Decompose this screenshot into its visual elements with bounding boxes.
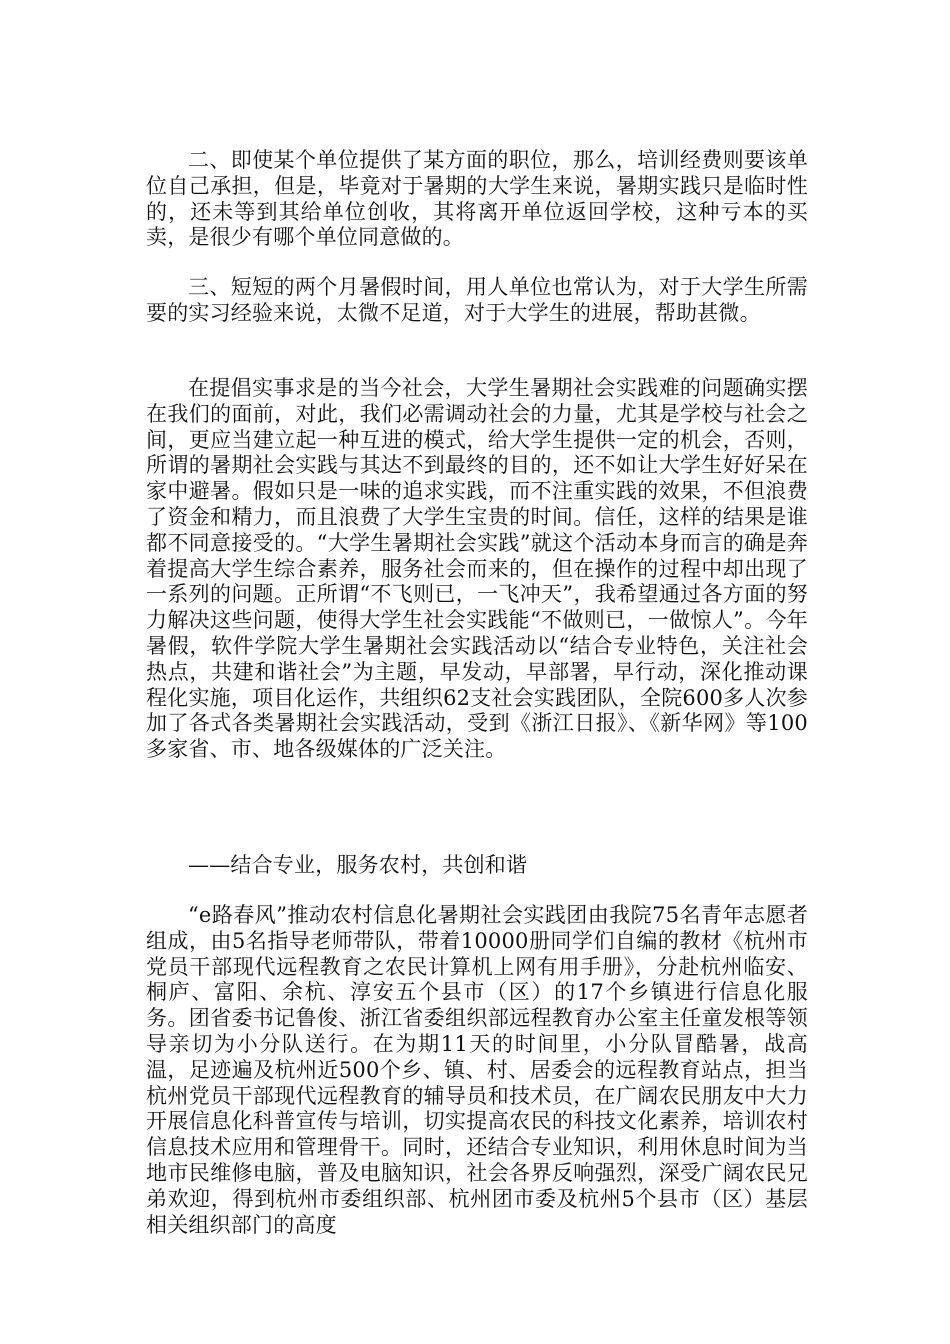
paragraph-point-two: [146, 148, 808, 251]
paragraph-text: 在提倡实事求是的当今社会，大学生暑期社会实践难的问题确实摆在我们的面前，对此，我们必需调动社会的力量，尤其是学校与社会之间，更应当建立起一种互进的模式，给大学生提供一定的机会，否则，所谓的暑期社会实践与其达不到最终的目的，还不如让大学生好好呆在家中避暑。假如只是一味的追求实践，而不注重实践的效果，不但浪费了资金和精力，而且浪费了大学生宝贵的时间。信任，这样的结果是谁都不同意接受的。“大学生暑期社会实践”就这个活动本身而言的确是奔着提高大学生综合素养，服务社会而来的，但在操作的过程中却出现了一系列的问题。正所谓“不飞则已，一飞冲天”，我希望通过各方面的努力解决这些问题，使得大学生社会实践能“不做则已，一做惊人”。今年暑假，软件学院大学生暑期社会实践活动以“结合专业特色，关注社会热点，共建和谐社会”为主题，早发动，早部署，早行动，深化推动课程化实施，项目化运作，共组织62支社会实践团队，全院600多人次参加了各式各类暑期社会实践活动，受到《浙江日报》、《新华网》等100多家省、市、地各级媒体的广泛关注。: [146, 376, 808, 762]
subtitle-text: ——结合专业，服务农村，共创和谐: [188, 853, 528, 877]
paragraph-point-three: [146, 275, 808, 327]
paragraph-text: 三、短短的两个月暑假时间，用人单位也常认为，对于大学生所需要的实习经验来说，太微不足道，对于大学生的进展，帮助甚微。: [146, 275, 808, 325]
section-subtitle: [146, 853, 808, 879]
paragraph-summary: [146, 376, 808, 763]
paragraph-text: 二、即使某个单位提供了某方面的职位，那么，培训经费则要该单位自己承担，但是，毕竟对于暑期的大学生来说，暑期实践只是临时性的，还未等到其给单位创收，其将离开单位返回学校，这种亏本的买卖，是很少有哪个单位同意做的。: [146, 148, 808, 250]
paragraph-text: “e路春风”推动农村信息化暑期社会实践团由我院75名青年志愿者组成，由5名指导老师带队，带着10000册同学们自编的教材《杭州市党员干部现代远程教育之农民计算机上网有用手册》，分赴杭州临安、桐庐、富阳、余杭、淳安五个县市（区）的17个乡镇进行信息化服务。团省委书记鲁俊、浙江省委组织部远程教育办公室主任童发根等领导亲切为小分队送行。在为期11天的时间里，小分队冒酷暑，战高温，足迹遍及杭州近500个乡、镇、村、居委会的远程教育站点，担当杭州党员干部现代远程教育的辅导员和技术员，在广阔农民朋友中大力开展信息化科普宣传与培训，切实提高农民的科技文化素养，培训农村信息技术应用和管理骨干。同时，还结合专业知识，利用休息时间为当地市民维修电脑，普及电脑知识，社会各界反响强烈，深受广阔农民兄弟欢迎，得到杭州市委组织部、杭州团市委及杭州5个县市（区）基层相关组织部门的高度: [146, 903, 808, 1237]
paragraph-e-road-spring-breeze: [146, 903, 808, 1238]
